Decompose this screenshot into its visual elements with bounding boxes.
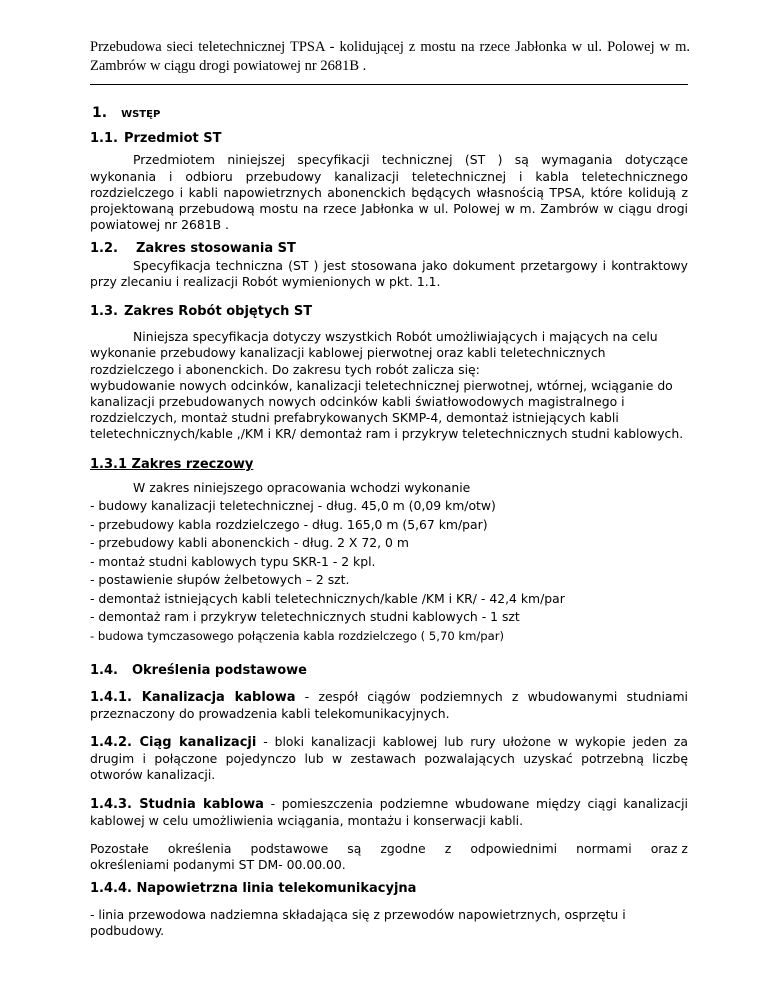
word: Pozostałe	[90, 840, 149, 856]
definition-text: - pomieszczenia podziemne wbudowane między ciągi kanalizacji kablowej w celu umożliwienia wciągania, montażu i konserwacji kabli.	[90, 795, 688, 828]
definition-text: - bloki kanalizacji kablowej lub rury ułożone w wykopie jeden za drugim i połączone pojedynczo lub w zestawach pozwalających uzyskać potrzebną liczbę otworów kanalizacji.	[90, 733, 688, 783]
list-item: - budowa tymczasowego połączenia kabla rozdzielczego ( 5,70 km/par)	[90, 628, 505, 643]
list-item: - postawienie słupów żelbetowych – 2 szt.	[90, 572, 350, 588]
document-body	[90, 105, 688, 939]
section-1-2-number: 1.2.	[90, 241, 118, 257]
word: odpowiednimi	[470, 840, 558, 856]
other-definitions-line-2: określeniami podanymi ST DM- 00.00.00.	[90, 857, 346, 873]
word: są	[347, 840, 362, 856]
list-item: - budowy kanalizacji teletechnicznej - dług. 45,0 m (0,09 km/otw)	[90, 498, 496, 514]
list-item: - przebudowy kabla rozdzielczego - dług. 165,0 m (5,67 km/par)	[90, 516, 488, 532]
word: zgodne	[380, 840, 426, 856]
other-definitions-line-1	[90, 841, 688, 857]
section-1-3-body-2: wybudowanie nowych odcinków, kanalizacji teletechnicznej pierwotnej, wtórnej, wciąganie do kanalizacji przebudowanych nowych odcinków kabli światłowodowych magistralnego i rozdzielczych, montaż studni prefabrykowanych SKMP-4, demontaż istniejących kabli teletechnicznych/kable ,/KM i KR/ demontaż ram i przykryw teletechnicznych studni kablowych.	[90, 377, 684, 442]
section-1-3-body-1: Niniejsza specyfikacja dotyczy wszystkich Robót umożliwiających i mających na celu wykonanie przebudowy kanalizacji kablowej pierwotnej oraz kabli teletechnicznych rozdzielczego i abonenckich. Do zakresu tych robót zalicza się:	[90, 329, 658, 377]
definition-term: 1.4.2. Ciąg kanalizacji	[90, 734, 257, 750]
section-1-4-heading	[90, 663, 688, 679]
definition-term: 1.4.1. Kanalizacja kablowa	[90, 689, 296, 705]
definition-1-4-2	[90, 734, 688, 784]
word: określenia	[167, 840, 232, 856]
definition-term: 1.4.3. Studnia kablowa	[90, 796, 264, 812]
word: podstawowe	[250, 840, 329, 856]
list-item: - demontaż ram i przykryw teletechnicznych studni kablowych - 1 szt	[90, 609, 520, 625]
definition-text: - zespół ciągów podziemnych z wbudowanymi studniami przeznaczony do prowadzenia kabli telekomunikacyjnych.	[90, 688, 688, 721]
section-1-3-heading	[90, 304, 688, 320]
section-1-1-number: 1.1.	[90, 131, 118, 147]
section-1-4-number: 1.4.	[90, 663, 118, 679]
section-1-4-4-heading: 1.4.4. Napowietrzna linia telekomunikacyjna	[90, 881, 417, 897]
section-1-1-heading	[90, 131, 688, 147]
section-1-title: WSTĘP	[121, 109, 161, 120]
section-1-1-title: Przedmiot ST	[123, 131, 222, 147]
section-1-1-body: Przedmiotem niniejszej specyfikacji technicznej (ST ) są wymagania dotyczące wykonania i odbioru przebudowy kanalizacji teletechnicznej i kabla teletechnicznego rozdzielczego i kabli napowietrznych abonenckich będących własnością TPSA, które kolidują z projektowaną przebudową mostu na rzece Jabłonka w ul. Polowej w m. Zambrów w ciągu drogi powiatowej nr 2681B .	[90, 152, 688, 233]
section-1-4-4-body: - linia przewodowa nadziemna składająca się z przewodów napowietrznych, osprzętu i podbudowy.	[90, 906, 626, 938]
section-1-2-title: Zakres stosowania ST	[136, 241, 296, 257]
word: normami	[576, 840, 632, 856]
list-item: - montaż studni kablowych typu SKR-1 - 2 kpl.	[90, 553, 376, 569]
list-item: - demontaż istniejących kabli teletechnicznych/kable /KM i KR/ - 42,4 km/par	[90, 590, 565, 606]
section-1-2-heading	[90, 241, 688, 257]
word: oraz z	[650, 840, 688, 856]
definition-1-4-3	[90, 796, 688, 829]
section-1-3-title: Zakres Robót objętych ST	[123, 304, 313, 320]
page-header: Przebudowa sieci teletechnicznej TPSA - kolidującej z mostu na rzece Jabłonka w ul. Polowej w m. Zambrów w ciągu drogi powiatowej nr 2681B .	[90, 39, 690, 74]
scope-list	[90, 497, 688, 645]
section-1-4-title: Określenia podstawowe	[131, 663, 307, 679]
section-1-number: 1.	[92, 105, 108, 121]
word: z	[444, 840, 452, 856]
section-1-3-1-heading: 1.3.1 Zakres rzeczowy	[90, 456, 254, 472]
other-definitions-note	[90, 841, 688, 873]
header-divider	[90, 84, 688, 85]
section-1-3-1-intro: W zakres niniejszego opracowania wchodzi wykonanie	[133, 479, 471, 495]
list-item: - przebudowy kabli abonenckich - dług. 2 X 72, 0 m	[90, 535, 409, 551]
section-1-3-number: 1.3.	[90, 304, 118, 320]
section-1-heading	[90, 105, 688, 123]
section-1-2-body: Specyfikacja techniczna (ST ) jest stosowana jako dokument przetargowy i kontraktowy przy zlecaniu i realizacji Robót wymienionych w pkt. 1.1.	[90, 257, 688, 289]
definition-1-4-1	[90, 689, 688, 722]
